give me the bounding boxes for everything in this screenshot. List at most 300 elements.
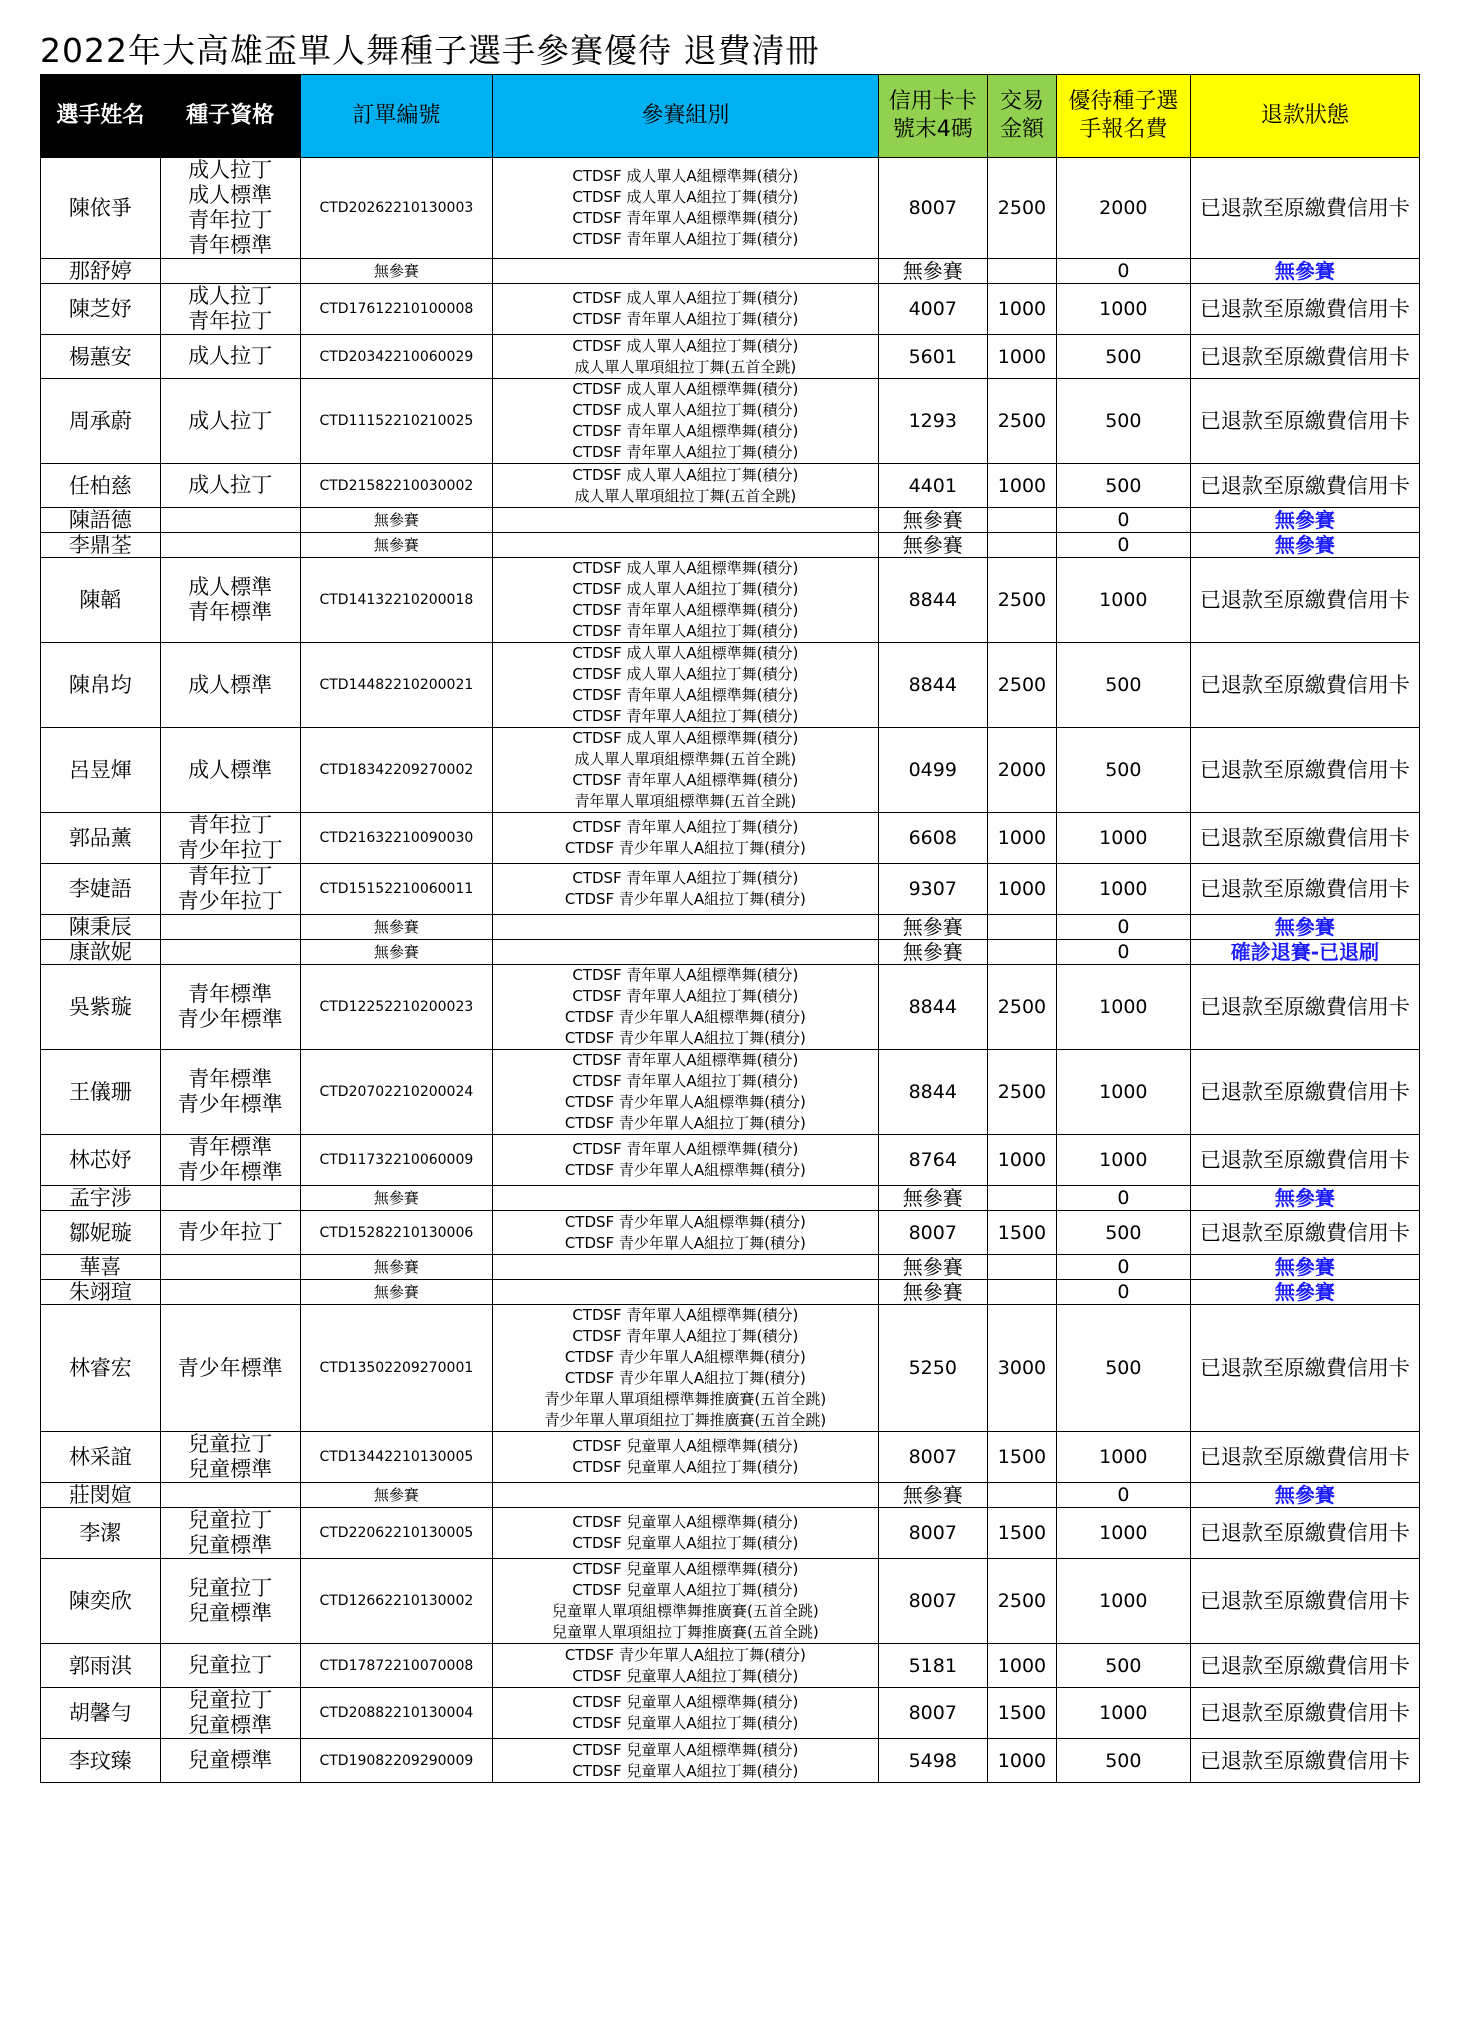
order-number: CTD13442210130005 — [300, 1432, 493, 1483]
seed-fee: 0 — [1056, 533, 1190, 558]
seed-fee: 0 — [1056, 915, 1190, 940]
event-line: CTDSF 青少年單人A組拉丁舞(積分) — [564, 1645, 806, 1664]
event-line: 青少年單人單項組標準舞推廣賽(五首全跳) — [544, 1390, 827, 1408]
table-row — [41, 1644, 1420, 1688]
card-last4: 9307 — [878, 864, 988, 915]
transaction-amount: 1000 — [988, 284, 1057, 335]
transaction-amount: 2500 — [988, 558, 1057, 643]
athlete-name: 楊蕙安 — [41, 335, 161, 379]
event-line: CTDSF 兒童單人A組拉丁舞(積分) — [572, 1714, 799, 1732]
order-number: CTD20262210130003 — [300, 158, 493, 259]
qualification-line: 成人拉丁 — [188, 158, 273, 182]
event-line: CTDSF 青年單人A組標準舞(積分) — [572, 1051, 799, 1069]
event-line: CTDSF 青年單人A組拉丁舞(積分) — [572, 622, 799, 640]
event-line: 成人單人單項組標準舞(五首全跳) — [574, 750, 797, 768]
order-number: CTD22062210130005 — [300, 1508, 493, 1559]
header-qualification: 種子資格 — [160, 75, 300, 158]
event-line: CTDSF 青少年單人A組標準舞(積分) — [564, 1348, 806, 1366]
athlete-name: 周承蔚 — [41, 379, 161, 464]
refund-status: 確診退賽-已退刷 — [1190, 940, 1419, 965]
event-line: CTDSF 青年單人A組拉丁舞(積分) — [572, 230, 799, 248]
event-list — [493, 940, 878, 965]
event-list — [493, 1255, 878, 1280]
event-line: CTDSF 青年單人A組拉丁舞(積分) — [572, 443, 799, 461]
table-row — [41, 1305, 1420, 1432]
qualification-line: 兒童拉丁 — [188, 1576, 273, 1600]
event-line: CTDSF 青少年單人A組拉丁舞(積分) — [564, 1114, 806, 1132]
event-list — [493, 1211, 878, 1255]
seed-fee: 1000 — [1056, 965, 1190, 1050]
order-number: CTD20882210130004 — [300, 1688, 493, 1739]
seed-qualification — [160, 1305, 300, 1432]
card-last4: 5498 — [878, 1739, 988, 1783]
seed-qualification — [160, 813, 300, 864]
transaction-amount — [988, 1186, 1057, 1211]
event-line: CTDSF 青少年單人A組標準舞(積分) — [564, 1093, 806, 1111]
seed-fee: 1000 — [1056, 1050, 1190, 1135]
seed-qualification — [160, 464, 300, 508]
table-body — [41, 158, 1420, 1783]
qualification-line: 兒童拉丁 — [188, 1688, 273, 1712]
seed-fee: 0 — [1056, 1483, 1190, 1508]
athlete-name: 李潔 — [41, 1508, 161, 1559]
event-line: CTDSF 成人單人A組拉丁舞(積分) — [572, 665, 799, 683]
event-list — [493, 1050, 878, 1135]
seed-qualification — [160, 1211, 300, 1255]
qualification-line: 成人拉丁 — [188, 344, 273, 368]
card-last4: 8007 — [878, 1432, 988, 1483]
event-list — [493, 464, 878, 508]
event-line: 成人單人單項組拉丁舞(五首全跳) — [574, 486, 797, 505]
header-amount-line-2: 金額 — [999, 117, 1044, 142]
event-list — [493, 1739, 878, 1783]
athlete-name: 陳奕欣 — [41, 1559, 161, 1644]
transaction-amount: 2000 — [988, 728, 1057, 813]
seed-fee: 1000 — [1056, 1135, 1190, 1186]
order-number: CTD14132210200018 — [300, 558, 493, 643]
table-row — [41, 1483, 1420, 1508]
order-number: 無參賽 — [300, 508, 493, 533]
seed-fee: 0 — [1056, 1186, 1190, 1211]
event-list — [493, 965, 878, 1050]
refund-status: 已退款至原繳費信用卡 — [1190, 643, 1419, 728]
event-line: CTDSF 兒童單人A組標準舞(積分) — [572, 1560, 799, 1578]
order-number: CTD11732210060009 — [300, 1135, 493, 1186]
order-number: CTD21632210090030 — [300, 813, 493, 864]
athlete-name: 林采誼 — [41, 1432, 161, 1483]
order-number: 無參賽 — [300, 1186, 493, 1211]
refund-status: 已退款至原繳費信用卡 — [1190, 1432, 1419, 1483]
event-line: CTDSF 兒童單人A組拉丁舞(積分) — [572, 1761, 799, 1780]
seed-qualification — [160, 1050, 300, 1135]
seed-fee: 500 — [1056, 728, 1190, 813]
event-line: CTDSF 青年單人A組拉丁舞(積分) — [572, 1327, 799, 1345]
seed-fee: 0 — [1056, 259, 1190, 284]
header-fee-line-1: 優待種子選 — [1068, 89, 1179, 114]
qualification-line: 成人拉丁 — [188, 284, 273, 308]
order-number: 無參賽 — [300, 1483, 493, 1508]
seed-qualification — [160, 864, 300, 915]
refund-status: 已退款至原繳費信用卡 — [1190, 1508, 1419, 1559]
table-row — [41, 558, 1420, 643]
card-last4: 8007 — [878, 1508, 988, 1559]
athlete-name: 呂昱煇 — [41, 728, 161, 813]
athlete-name: 陳芝妤 — [41, 284, 161, 335]
refund-status: 已退款至原繳費信用卡 — [1190, 864, 1419, 915]
card-last4: 無參賽 — [878, 1280, 988, 1305]
transaction-amount — [988, 940, 1057, 965]
event-line: CTDSF 青年單人A組標準舞(積分) — [572, 1140, 799, 1158]
qualification-line: 兒童標準 — [188, 1457, 273, 1481]
seed-fee: 0 — [1056, 1280, 1190, 1305]
refund-status: 已退款至原繳費信用卡 — [1190, 558, 1419, 643]
transaction-amount: 1000 — [988, 464, 1057, 508]
event-line: CTDSF 青少年單人A組標準舞(積分) — [564, 1212, 806, 1231]
seed-qualification — [160, 335, 300, 379]
refund-status: 已退款至原繳費信用卡 — [1190, 1211, 1419, 1255]
order-number: CTD20702210200024 — [300, 1050, 493, 1135]
event-line: CTDSF 成人單人A組拉丁舞(積分) — [572, 580, 799, 598]
event-line: CTDSF 成人單人A組拉丁舞(積分) — [572, 289, 799, 307]
card-last4: 5181 — [878, 1644, 988, 1688]
event-line: CTDSF 成人單人A組標準舞(積分) — [572, 729, 799, 747]
event-line: CTDSF 成人單人A組拉丁舞(積分) — [572, 336, 799, 355]
refund-status: 已退款至原繳費信用卡 — [1190, 158, 1419, 259]
athlete-name: 林睿宏 — [41, 1305, 161, 1432]
qualification-line: 兒童標準 — [188, 1748, 273, 1772]
event-line: CTDSF 青少年單人A組拉丁舞(積分) — [564, 1369, 806, 1387]
transaction-amount: 1000 — [988, 1739, 1057, 1783]
header-card-line-2: 號末4碼 — [892, 117, 973, 142]
qualification-line: 兒童拉丁 — [188, 1653, 273, 1677]
event-line: CTDSF 青少年單人A組拉丁舞(積分) — [564, 890, 806, 908]
athlete-name: 林芯妤 — [41, 1135, 161, 1186]
seed-qualification — [160, 728, 300, 813]
event-list — [493, 1508, 878, 1559]
athlete-name: 朱翊瑄 — [41, 1280, 161, 1305]
refund-status: 已退款至原繳費信用卡 — [1190, 1305, 1419, 1432]
event-line: CTDSF 青少年單人A組拉丁舞(積分) — [564, 839, 806, 857]
table-row — [41, 1432, 1420, 1483]
table-row — [41, 1186, 1420, 1211]
order-number: CTD19082209290009 — [300, 1739, 493, 1783]
transaction-amount — [988, 1255, 1057, 1280]
seed-qualification — [160, 379, 300, 464]
card-last4: 無參賽 — [878, 1186, 988, 1211]
table-row — [41, 940, 1420, 965]
header-row — [41, 75, 1420, 158]
seed-qualification — [160, 533, 300, 558]
header-status: 退款狀態 — [1190, 75, 1419, 158]
seed-fee: 1000 — [1056, 1508, 1190, 1559]
event-line: CTDSF 青年單人A組拉丁舞(積分) — [572, 707, 799, 725]
event-list — [493, 259, 878, 284]
seed-qualification — [160, 1186, 300, 1211]
event-line: CTDSF 兒童單人A組拉丁舞(積分) — [572, 1458, 799, 1476]
transaction-amount — [988, 915, 1057, 940]
qualification-line: 青少年拉丁 — [177, 838, 283, 862]
event-list — [493, 1186, 878, 1211]
event-list — [493, 1432, 878, 1483]
table-row — [41, 508, 1420, 533]
qualification-line: 青年標準 — [188, 233, 273, 257]
seed-fee: 2000 — [1056, 158, 1190, 259]
refund-table — [40, 74, 1420, 1783]
card-last4: 4007 — [878, 284, 988, 335]
refund-status: 無參賽 — [1190, 1255, 1419, 1280]
table-row — [41, 1739, 1420, 1783]
table-row — [41, 464, 1420, 508]
table-row — [41, 259, 1420, 284]
document-page — [40, 28, 1420, 1783]
order-number: CTD11152210210025 — [300, 379, 493, 464]
event-line: CTDSF 兒童單人A組標準舞(積分) — [572, 1437, 799, 1455]
card-last4: 8844 — [878, 558, 988, 643]
qualification-line: 青年標準 — [188, 1135, 273, 1159]
card-last4: 8844 — [878, 643, 988, 728]
athlete-name: 郭品薰 — [41, 813, 161, 864]
header-amount-line-1: 交易 — [999, 89, 1044, 114]
seed-fee: 500 — [1056, 1644, 1190, 1688]
qualification-line: 成人標準 — [188, 757, 273, 782]
event-line: CTDSF 兒童單人A組拉丁舞(積分) — [572, 1581, 799, 1599]
seed-fee: 1000 — [1056, 1559, 1190, 1644]
event-line: 成人單人單項組拉丁舞(五首全跳) — [574, 357, 797, 376]
card-last4: 8844 — [878, 965, 988, 1050]
table-row — [41, 864, 1420, 915]
order-number: 無參賽 — [300, 533, 493, 558]
table-row — [41, 1508, 1420, 1559]
refund-status: 已退款至原繳費信用卡 — [1190, 1644, 1419, 1688]
refund-status: 無參賽 — [1190, 1483, 1419, 1508]
refund-status: 無參賽 — [1190, 533, 1419, 558]
qualification-line: 青少年標準 — [177, 1355, 283, 1380]
event-list — [493, 728, 878, 813]
table-row — [41, 1688, 1420, 1739]
transaction-amount: 1000 — [988, 1135, 1057, 1186]
page-title: 2022年大高雄盃單人舞種子選手參賽優待 退費清冊 — [40, 31, 820, 70]
card-last4: 8007 — [878, 1688, 988, 1739]
table-row — [41, 728, 1420, 813]
qualification-line: 青年拉丁 — [188, 208, 273, 232]
seed-qualification — [160, 558, 300, 643]
qualification-line: 成人標準 — [188, 672, 273, 697]
seed-qualification — [160, 1135, 300, 1186]
event-list — [493, 1644, 878, 1688]
order-number: CTD15282210130006 — [300, 1211, 493, 1255]
event-list — [493, 813, 878, 864]
seed-qualification — [160, 1688, 300, 1739]
refund-status: 無參賽 — [1190, 1280, 1419, 1305]
header-events: 參賽組別 — [493, 75, 878, 158]
header-order-no: 訂單編號 — [300, 75, 493, 158]
card-last4: 無參賽 — [878, 508, 988, 533]
event-line: CTDSF 青年單人A組標準舞(積分) — [572, 686, 799, 704]
table-row — [41, 158, 1420, 259]
refund-status: 已退款至原繳費信用卡 — [1190, 813, 1419, 864]
table-row — [41, 915, 1420, 940]
table-row — [41, 1211, 1420, 1255]
transaction-amount: 2500 — [988, 965, 1057, 1050]
event-list — [493, 533, 878, 558]
seed-qualification — [160, 1483, 300, 1508]
seed-qualification — [160, 1559, 300, 1644]
event-line: CTDSF 成人單人A組拉丁舞(積分) — [572, 401, 799, 419]
refund-status: 無參賽 — [1190, 915, 1419, 940]
card-last4: 5250 — [878, 1305, 988, 1432]
event-list — [493, 643, 878, 728]
transaction-amount — [988, 259, 1057, 284]
transaction-amount — [988, 1280, 1057, 1305]
event-line: CTDSF 青少年單人A組標準舞(積分) — [564, 1161, 806, 1179]
refund-status: 已退款至原繳費信用卡 — [1190, 1135, 1419, 1186]
event-line: CTDSF 青年單人A組標準舞(積分) — [572, 1306, 799, 1324]
transaction-amount: 1500 — [988, 1508, 1057, 1559]
seed-qualification — [160, 1739, 300, 1783]
event-line: CTDSF 青少年單人A組標準舞(積分) — [564, 1008, 806, 1026]
event-line: CTDSF 青少年單人A組拉丁舞(積分) — [564, 1233, 806, 1252]
seed-fee: 0 — [1056, 1255, 1190, 1280]
transaction-amount: 2500 — [988, 643, 1057, 728]
event-list — [493, 558, 878, 643]
event-list — [493, 1280, 878, 1305]
card-last4: 1293 — [878, 379, 988, 464]
athlete-name: 孟宇涉 — [41, 1186, 161, 1211]
refund-status: 已退款至原繳費信用卡 — [1190, 1050, 1419, 1135]
athlete-name: 李婕語 — [41, 864, 161, 915]
transaction-amount: 1000 — [988, 335, 1057, 379]
refund-status: 已退款至原繳費信用卡 — [1190, 728, 1419, 813]
event-line: CTDSF 青年單人A組標準舞(積分) — [572, 422, 799, 440]
event-list — [493, 284, 878, 335]
table-row — [41, 965, 1420, 1050]
refund-status: 已退款至原繳費信用卡 — [1190, 1688, 1419, 1739]
athlete-name: 郭雨淇 — [41, 1644, 161, 1688]
header-name: 選手姓名 — [41, 75, 161, 158]
athlete-name: 陳帛均 — [41, 643, 161, 728]
seed-fee: 500 — [1056, 643, 1190, 728]
refund-status: 已退款至原繳費信用卡 — [1190, 1739, 1419, 1783]
table-row — [41, 643, 1420, 728]
qualification-line: 兒童拉丁 — [188, 1432, 273, 1456]
qualification-line: 青年拉丁 — [188, 813, 273, 837]
athlete-name: 任柏慈 — [41, 464, 161, 508]
seed-qualification — [160, 1280, 300, 1305]
order-number: CTD15152210060011 — [300, 864, 493, 915]
card-last4: 8007 — [878, 1559, 988, 1644]
athlete-name: 李鼎荃 — [41, 533, 161, 558]
event-line: CTDSF 成人單人A組標準舞(積分) — [572, 644, 799, 662]
refund-status: 已退款至原繳費信用卡 — [1190, 284, 1419, 335]
seed-qualification — [160, 1432, 300, 1483]
refund-status: 無參賽 — [1190, 259, 1419, 284]
seed-qualification — [160, 965, 300, 1050]
athlete-name: 陳語德 — [41, 508, 161, 533]
athlete-name: 那舒婷 — [41, 259, 161, 284]
card-last4: 無參賽 — [878, 940, 988, 965]
table-row — [41, 1050, 1420, 1135]
seed-qualification — [160, 915, 300, 940]
card-last4: 6608 — [878, 813, 988, 864]
athlete-name: 李玟臻 — [41, 1739, 161, 1783]
order-number: 無參賽 — [300, 940, 493, 965]
event-list — [493, 915, 878, 940]
qualification-line: 青年拉丁 — [188, 864, 273, 888]
event-line: CTDSF 青年單人A組拉丁舞(積分) — [572, 1072, 799, 1090]
table-row — [41, 1255, 1420, 1280]
header-fee-line-2: 手報名費 — [1079, 117, 1168, 142]
seed-qualification — [160, 158, 300, 259]
card-last4: 8007 — [878, 158, 988, 259]
refund-status: 已退款至原繳費信用卡 — [1190, 1559, 1419, 1644]
event-line: CTDSF 青年單人A組拉丁舞(積分) — [572, 310, 799, 328]
event-line: CTDSF 兒童單人A組標準舞(積分) — [572, 1693, 799, 1711]
qualification-line: 青少年標準 — [177, 1092, 283, 1116]
seed-fee: 1000 — [1056, 1688, 1190, 1739]
refund-status: 已退款至原繳費信用卡 — [1190, 464, 1419, 508]
seed-fee: 500 — [1056, 1739, 1190, 1783]
athlete-name: 康歆妮 — [41, 940, 161, 965]
seed-fee: 0 — [1056, 508, 1190, 533]
seed-qualification — [160, 643, 300, 728]
order-number: CTD12252210200023 — [300, 965, 493, 1050]
table-row — [41, 335, 1420, 379]
transaction-amount: 2500 — [988, 379, 1057, 464]
seed-fee: 1000 — [1056, 864, 1190, 915]
transaction-amount: 2500 — [988, 1559, 1057, 1644]
header-card-last4 — [878, 75, 988, 158]
qualification-line: 成人標準 — [188, 575, 273, 599]
seed-fee: 1000 — [1056, 1432, 1190, 1483]
event-line: CTDSF 兒童單人A組標準舞(積分) — [572, 1513, 799, 1531]
event-line: CTDSF 兒童單人A組標準舞(積分) — [572, 1740, 799, 1759]
seed-fee: 1000 — [1056, 813, 1190, 864]
order-number: CTD17612210100008 — [300, 284, 493, 335]
table-row — [41, 1280, 1420, 1305]
event-line: CTDSF 青年單人A組拉丁舞(積分) — [572, 869, 799, 887]
transaction-amount: 1500 — [988, 1432, 1057, 1483]
card-last4: 5601 — [878, 335, 988, 379]
athlete-name: 莊閔媗 — [41, 1483, 161, 1508]
event-line: CTDSF 青年單人A組拉丁舞(積分) — [572, 818, 799, 836]
event-line: 兒童單人單項組拉丁舞推廣賽(五首全跳) — [551, 1623, 819, 1641]
event-line: CTDSF 成人單人A組標準舞(積分) — [572, 559, 799, 577]
order-number: CTD12662210130002 — [300, 1559, 493, 1644]
seed-fee: 500 — [1056, 335, 1190, 379]
refund-status: 已退款至原繳費信用卡 — [1190, 965, 1419, 1050]
seed-qualification — [160, 284, 300, 335]
transaction-amount: 1000 — [988, 864, 1057, 915]
order-number: CTD14482210200021 — [300, 643, 493, 728]
event-list — [493, 379, 878, 464]
order-number: 無參賽 — [300, 1280, 493, 1305]
event-line: CTDSF 青年單人A組標準舞(積分) — [572, 966, 799, 984]
seed-fee: 500 — [1056, 1305, 1190, 1432]
event-list — [493, 1559, 878, 1644]
qualification-line: 青年標準 — [188, 982, 273, 1006]
athlete-name: 陳秉辰 — [41, 915, 161, 940]
seed-fee: 500 — [1056, 379, 1190, 464]
seed-qualification — [160, 259, 300, 284]
athlete-name: 陳依爭 — [41, 158, 161, 259]
header-amount — [988, 75, 1057, 158]
event-list — [493, 508, 878, 533]
transaction-amount: 2500 — [988, 158, 1057, 259]
seed-fee: 1000 — [1056, 558, 1190, 643]
order-number: CTD18342209270002 — [300, 728, 493, 813]
event-line: 青年單人單項組標準舞(五首全跳) — [574, 792, 797, 810]
order-number: CTD21582210030002 — [300, 464, 493, 508]
